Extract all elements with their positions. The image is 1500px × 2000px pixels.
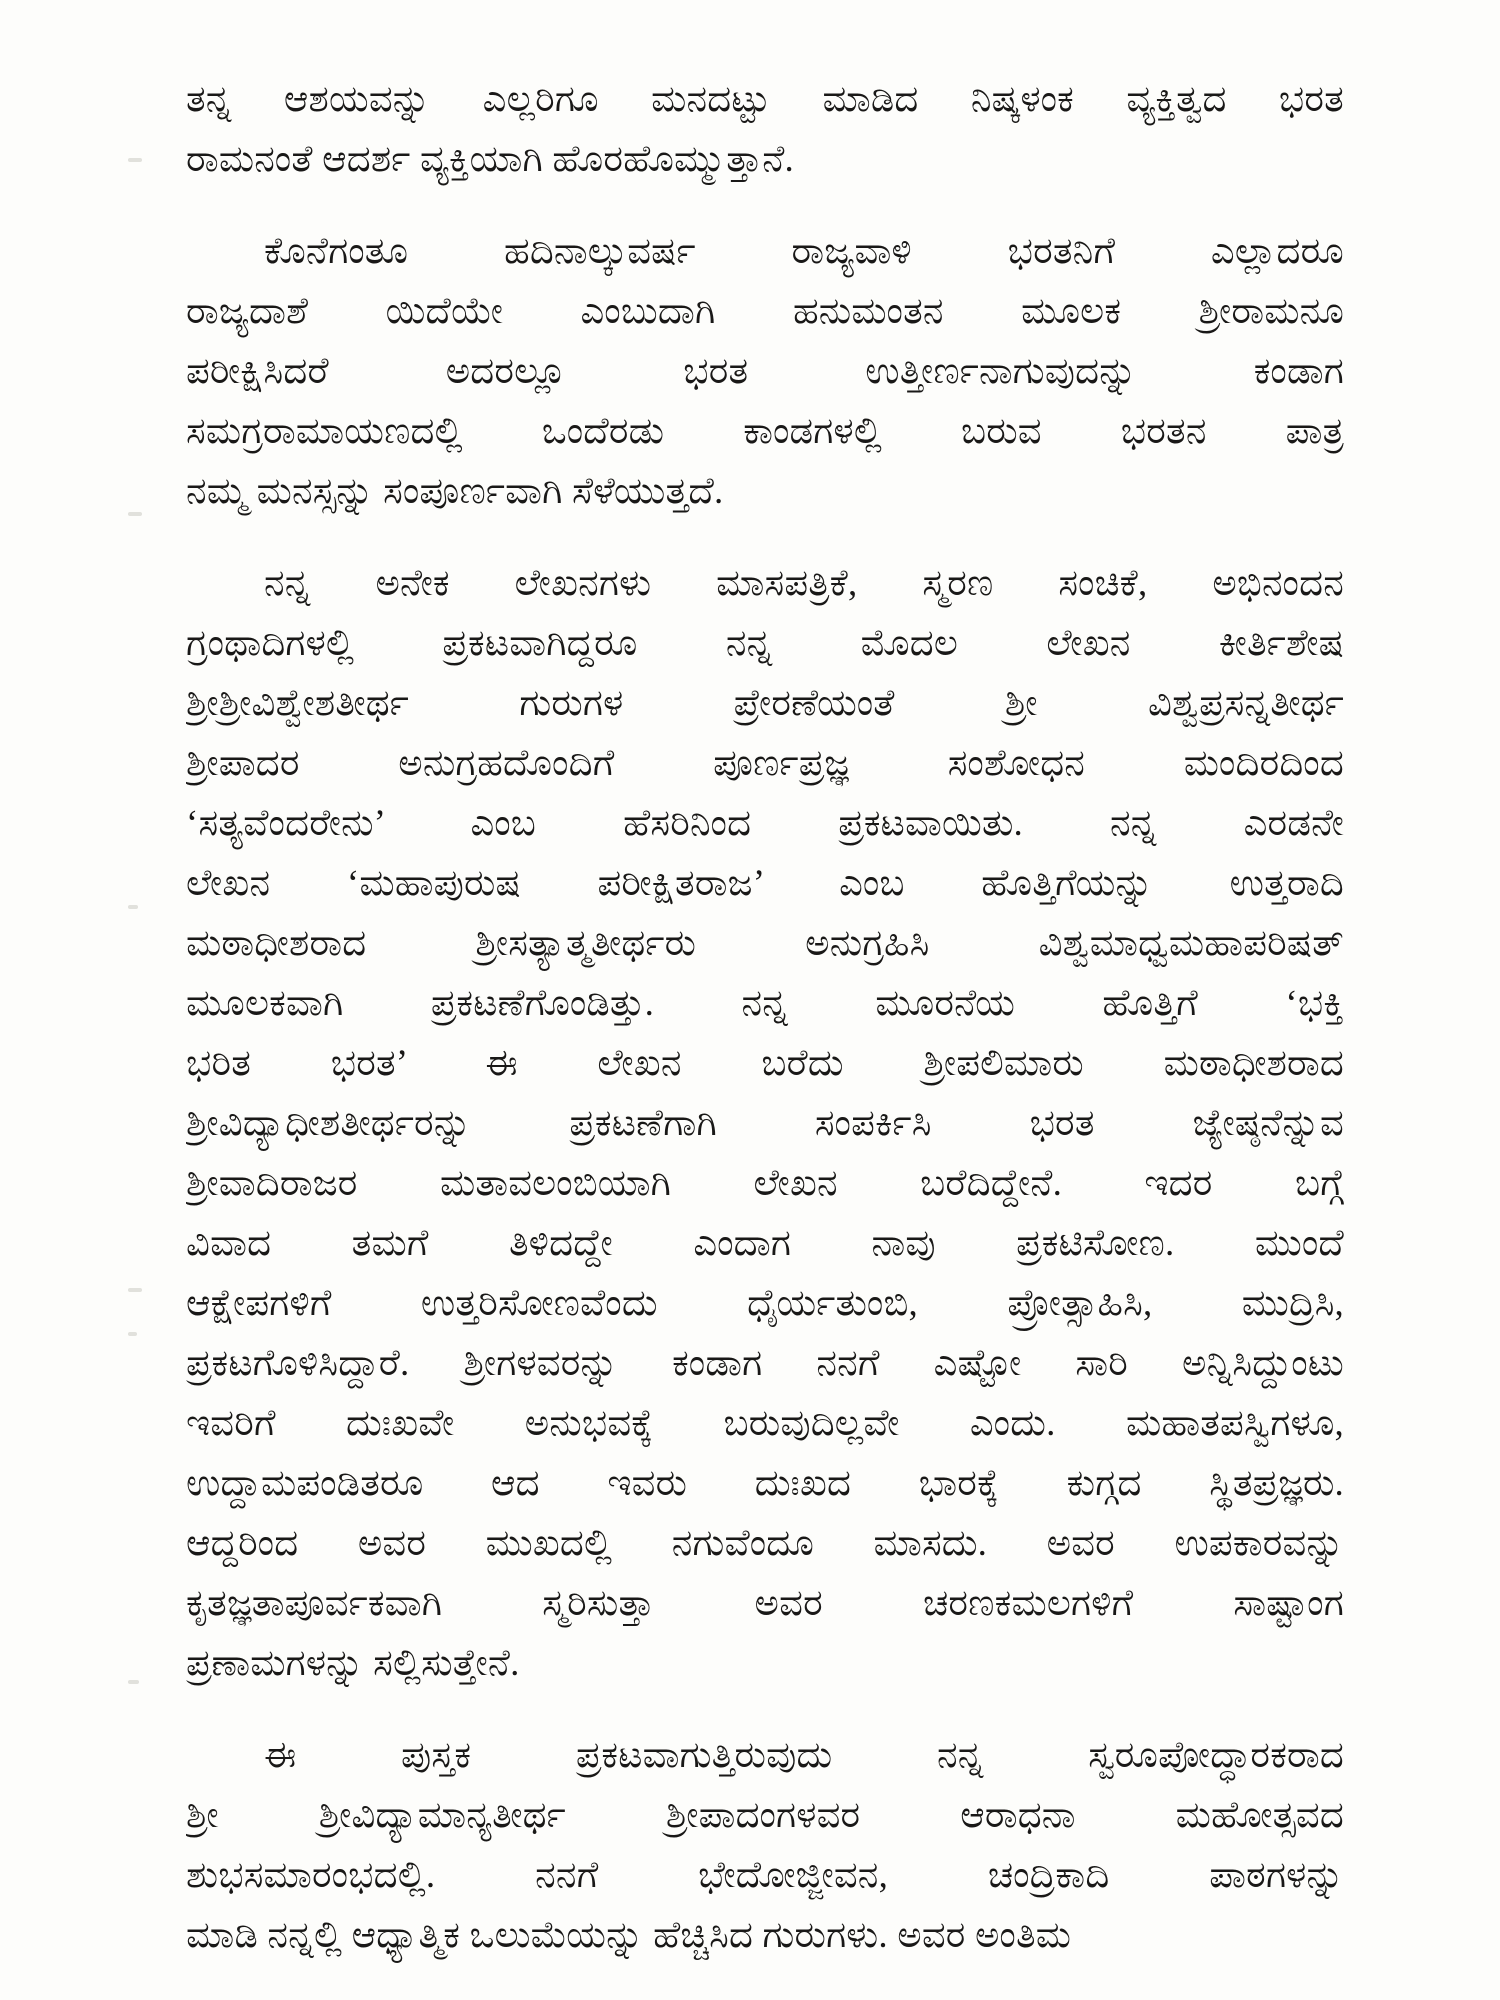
text-line: ಪ್ರಣಾಮಗಳನ್ನು ಸಲ್ಲಿಸುತ್ತೇನೆ. bbox=[186, 1643, 520, 1684]
text-line: ವಿವಾದ ತಮಗೆ ತಿಳಿದದ್ದೇ ಎಂದಾಗ ನಾವು ಪ್ರಕಟಿಸೋಣ. ಮುಂದೆ bbox=[186, 1223, 1344, 1264]
text-line: ಆದ್ದರಿಂದ ಅವರ ಮುಖದಲ್ಲಿ ನಗುವೆಂದೂ ಮಾಸದು. ಅವರ ಉಪಕಾರವನ್ನು bbox=[186, 1523, 1344, 1564]
page-text bbox=[186, 70, 1344, 1966]
text-line: ಶ್ರೀಪಾದರ ಅನುಗ್ರಹದೊಂದಿಗೆ ಪೂರ್ಣಪ್ರಜ್ಞ ಸಂಶೋಧನ ಮಂದಿರದಿಂದ bbox=[186, 743, 1344, 784]
text-line: ಶುಭಸಮಾರಂಭದಲ್ಲಿ. ನನಗೆ ಭೇದೋಜ್ಜೀವನ, ಚಂದ್ರಿಕಾದಿ ಪಾಠಗಳನ್ನು bbox=[186, 1855, 1344, 1896]
text-line: ನಮ್ಮ ಮನಸ್ಸನ್ನು ಸಂಪೂರ್ಣವಾಗಿ ಸೆಳೆಯುತ್ತದೆ. bbox=[186, 471, 724, 512]
text-line: ಗ್ರಂಥಾದಿಗಳಲ್ಲಿ ಪ್ರಕಟವಾಗಿದ್ದರೂ ನನ್ನ ಮೊದಲ ಲೇಖನ ಕೀರ್ತಿಶೇಷ bbox=[186, 623, 1344, 664]
text-line: ಶ್ರೀವಾದಿರಾಜರ ಮತಾವಲಂಬಿಯಾಗಿ ಲೇಖನ ಬರೆದಿದ್ದೇನೆ. ಇದರ ಬಗ್ಗೆ bbox=[186, 1163, 1344, 1204]
text-line: ಪರೀಕ್ಷಿಸಿದರೆ ಅದರಲ್ಲೂ ಭರತ ಉತ್ತೀರ್ಣನಾಗುವುದನ್ನು ಕಂಡಾಗ bbox=[186, 351, 1344, 392]
paragraph bbox=[186, 70, 1344, 190]
text-line: ಪ್ರಕಟಗೊಳಿಸಿದ್ದಾರೆ. ಶ್ರೀಗಳವರನ್ನು ಕಂಡಾಗ ನನಗೆ ಎಷ್ಟೋ ಸಾರಿ ಅನ್ನಿಸಿದ್ದುಂಟು bbox=[186, 1343, 1344, 1384]
text-line: ‘ಸತ್ಯವೆಂದರೇನು’ ಎಂಬ ಹೆಸರಿನಿಂದ ಪ್ರಕಟವಾಯಿತು. ನನ್ನ ಎರಡನೇ bbox=[186, 803, 1344, 844]
text-line: ನನ್ನ ಅನೇಕ ಲೇಖನಗಳು ಮಾಸಪತ್ರಿಕೆ, ಸ್ಮರಣ ಸಂಚಿಕೆ, ಅಭಿನಂದನ bbox=[264, 563, 1344, 604]
text-line: ಕೃತಜ್ಞತಾಪೂರ್ವಕವಾಗಿ ಸ್ಮರಿಸುತ್ತಾ ಅವರ ಚರಣಕಮಲಗಳಿಗೆ ಸಾಷ್ಟಾಂಗ bbox=[186, 1583, 1344, 1624]
text-line: ಶ್ರೀವಿದ್ಯಾಧೀಶತೀರ್ಥರನ್ನು ಪ್ರಕಟಣೆಗಾಗಿ ಸಂಪರ್ಕಿಸಿ ಭರತ ಜ್ಯೇಷ್ಠನೆನ್ನುವ bbox=[186, 1103, 1344, 1144]
text-line: ಲೇಖನ ‘ಮಹಾಪುರುಷ ಪರೀಕ್ಷಿತರಾಜ’ ಎಂಬ ಹೊತ್ತಿಗೆಯನ್ನು ಉತ್ತರಾದಿ bbox=[186, 863, 1344, 904]
text-line: ಸಮಗ್ರರಾಮಾಯಣದಲ್ಲಿ ಒಂದೆರಡು ಕಾಂಡಗಳಲ್ಲಿ ಬರುವ ಭರತನ ಪಾತ್ರ bbox=[186, 411, 1344, 452]
text-line: ಈ ಪುಸ್ತಕ ಪ್ರಕಟವಾಗುತ್ತಿರುವುದು ನನ್ನ ಸ್ವರೂಪೋದ್ಧಾರಕರಾದ bbox=[264, 1735, 1344, 1776]
scan-artifact bbox=[128, 512, 142, 516]
text-line: ಆಕ್ಷೇಪಗಳಿಗೆ ಉತ್ತರಿಸೋಣವೆಂದು ಧೈರ್ಯತುಂಬಿ, ಪ್ರೋತ್ಸಾಹಿಸಿ, ಮುದ್ರಿಸಿ, bbox=[186, 1283, 1344, 1324]
text-line: ಇವರಿಗೆ ದುಃಖವೇ ಅನುಭವಕ್ಕೆ ಬರುವುದಿಲ್ಲವೇ ಎಂದು. ಮಹಾತಪಸ್ವಿಗಳೂ, bbox=[186, 1403, 1344, 1444]
text-line: ಉದ್ದಾಮಪಂಡಿತರೂ ಆದ ಇವರು ದುಃಖದ ಭಾರಕ್ಕೆ ಕುಗ್ಗದ ಸ್ಥಿತಪ್ರಜ್ಞರು. bbox=[186, 1463, 1344, 1504]
text-line: ಕೊನೆಗಂತೂ ಹದಿನಾಲ್ಕುವರ್ಷ ರಾಜ್ಯವಾಳಿ ಭರತನಿಗೆ ಎಲ್ಲಾದರೂ bbox=[264, 231, 1344, 272]
scan-artifact bbox=[128, 1332, 137, 1336]
text-line: ಮಾಡಿ ನನ್ನಲ್ಲಿ ಆಧ್ಯಾತ್ಮಿಕ ಒಲುಮೆಯನ್ನು ಹೆಚ್ಚಿಸಿದ ಗುರುಗಳು. ಅವರ ಅಂತಿಮ bbox=[186, 1915, 1072, 1956]
text-line: ಮೂಲಕವಾಗಿ ಪ್ರಕಟಣೆಗೊಂಡಿತ್ತು. ನನ್ನ ಮೂರನೆಯ ಹೊತ್ತಿಗೆ ‘ಭಕ್ತಿ bbox=[186, 983, 1344, 1024]
paragraph bbox=[186, 1726, 1344, 1966]
text-line: ಶ್ರೀ ಶ್ರೀವಿದ್ಯಾಮಾನ್ಯತೀರ್ಥ ಶ್ರೀಪಾದಂಗಳವರ ಆರಾಧನಾ ಮಹೋತ್ಸವದ bbox=[186, 1795, 1344, 1836]
scan-artifact bbox=[128, 1288, 142, 1292]
text-line: ಶ್ರೀಶ್ರೀವಿಶ್ವೇಶತೀರ್ಥ ಗುರುಗಳ ಪ್ರೇರಣೆಯಂತೆ ಶ್ರೀ ವಿಶ್ವಪ್ರಸನ್ನತೀರ್ಥ bbox=[186, 683, 1344, 724]
text-line: ಮಠಾಧೀಶರಾದ ಶ್ರೀಸತ್ಯಾತ್ಮತೀರ್ಥರು ಅನುಗ್ರಹಿಸಿ ವಿಶ್ವಮಾಧ್ವಮಹಾಪರಿಷತ್ bbox=[186, 923, 1344, 964]
text-line: ರಾಮನಂತೆ ಆದರ್ಶ ವ್ಯಕ್ತಿಯಾಗಿ ಹೊರಹೊಮ್ಮುತ್ತಾನೆ. bbox=[186, 139, 794, 180]
paragraph bbox=[186, 554, 1344, 1694]
text-line: ತನ್ನ ಆಶಯವನ್ನು ಎಲ್ಲರಿಗೂ ಮನದಟ್ಟು ಮಾಡಿದ ನಿಷ್ಕಳಂಕ ವ್ಯಕ್ತಿತ್ವದ ಭರತ bbox=[186, 79, 1344, 120]
scan-artifact bbox=[128, 158, 142, 162]
scan-artifact bbox=[128, 905, 138, 909]
text-line: ಭರಿತ ಭರತ’ ಈ ಲೇಖನ ಬರೆದು ಶ್ರೀಪಲಿಮಾರು ಮಠಾಧೀಶರಾದ bbox=[186, 1043, 1344, 1084]
paragraph bbox=[186, 222, 1344, 522]
scan-artifact bbox=[128, 1680, 139, 1684]
text-line: ರಾಜ್ಯದಾಶೆ ಯಿದೆಯೇ ಎಂಬುದಾಗಿ ಹನುಮಂತನ ಮೂಲಕ ಶ್ರೀರಾಮನೂ bbox=[186, 291, 1344, 332]
